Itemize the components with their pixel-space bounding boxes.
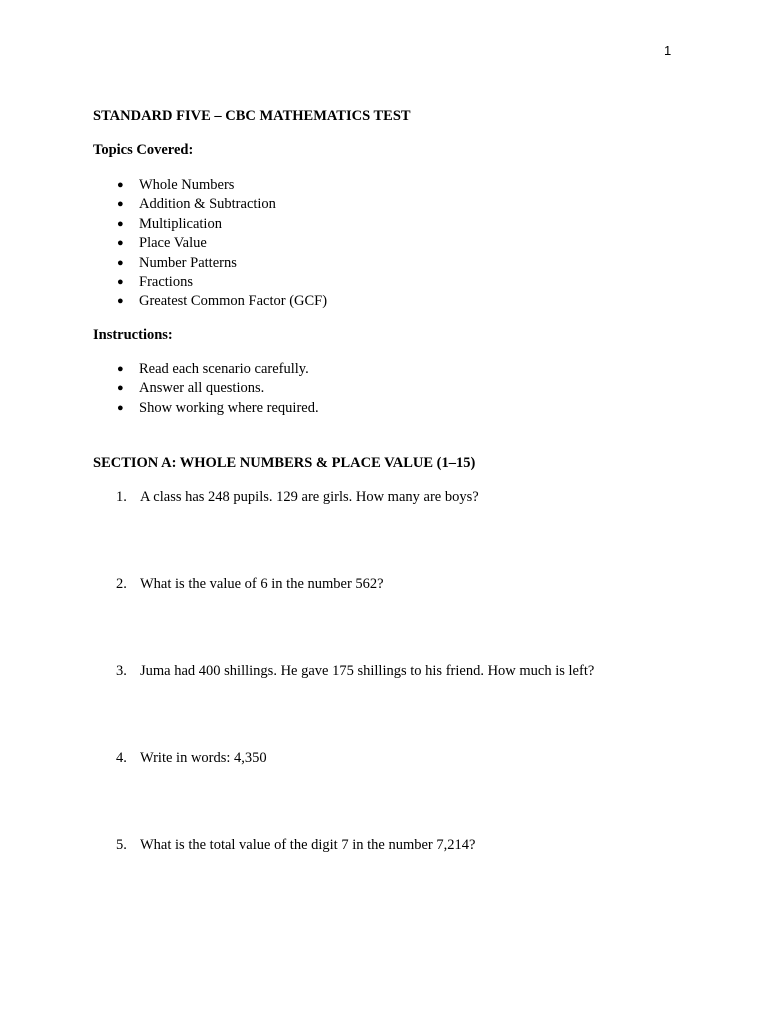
bullet-icon: ● [117,256,124,269]
bullet-icon: ● [117,198,124,211]
instruction-label: Read each scenario carefully. [139,361,309,377]
question-number: 3. [116,663,127,679]
bullet-icon: ● [117,363,124,375]
page-number: 1 [664,43,672,58]
question-text: What is the value of 6 in the number 562? [140,576,384,592]
bullet-icon: ● [117,295,124,308]
question-number: 4. [116,750,127,766]
question-number: 1. [116,489,127,505]
topic-label: Place Value [139,235,207,252]
topic-label: Fractions [139,273,193,290]
question-text: Write in words: 4,350 [140,750,267,766]
topic-label: Multiplication [139,215,222,232]
topics-heading: Topics Covered: [93,142,194,158]
question-number: 2. [116,576,127,592]
bullet-icon: ● [117,217,124,230]
section-a-heading: SECTION A: WHOLE NUMBERS & PLACE VALUE (1–15) [93,455,476,471]
bullet-icon: ● [117,382,124,395]
bullet-icon: ● [117,179,124,191]
instructions-heading: Instructions: [93,327,173,343]
bullet-icon: ● [117,275,124,288]
bullet-icon: ● [117,401,124,414]
instruction-label: Show working where required. [139,399,319,416]
topic-label: Greatest Common Factor (GCF) [139,293,328,310]
bullet-icon: ● [117,237,124,250]
question-text: A class has 248 pupils. 129 are girls. How many are boys? [140,489,479,505]
topic-label: Whole Numbers [139,177,235,193]
topic-label: Number Patterns [139,254,237,271]
topic-label: Addition & Subtraction [139,196,276,213]
question-text: Juma had 400 shillings. He gave 175 shillings to his friend. How much is left? [140,663,595,679]
question-number: 5. [116,837,127,853]
instruction-label: Answer all questions. [139,380,265,397]
question-text: What is the total value of the digit 7 in the number 7,214? [140,837,476,853]
document-title: STANDARD FIVE – CBC MATHEMATICS TEST [93,108,411,124]
